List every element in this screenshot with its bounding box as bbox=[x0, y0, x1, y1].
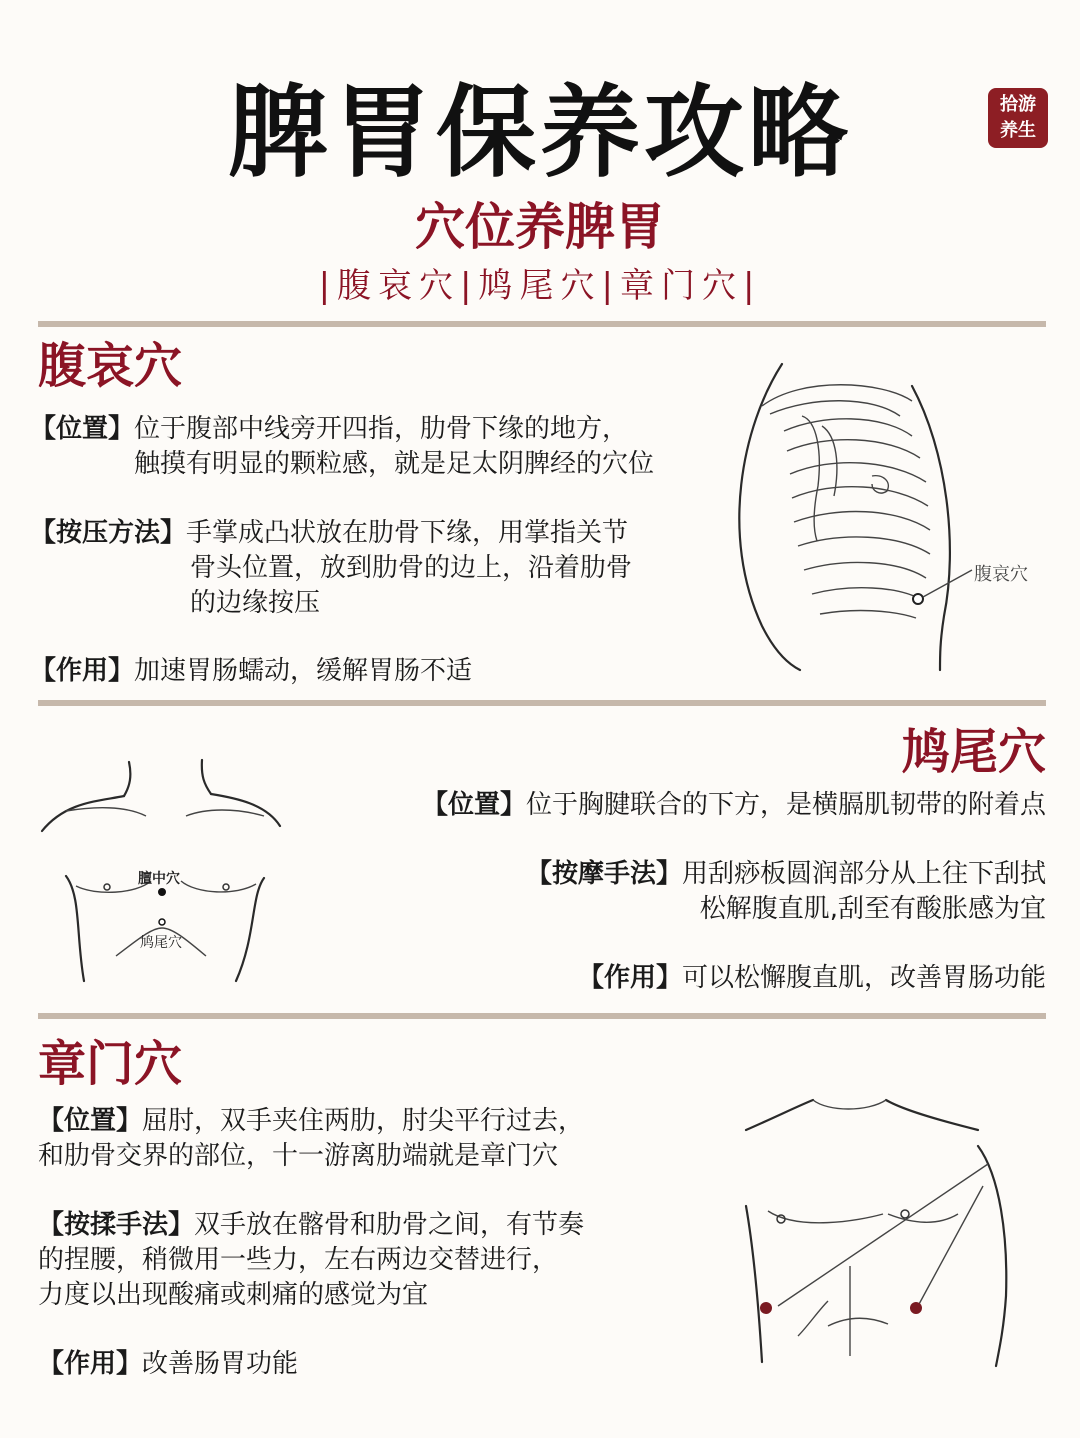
zhangmen-method-line2: 的捏腰，稍微用一些力，左右两边交替进行， bbox=[38, 1245, 559, 1275]
seal-line-1: 拾游 bbox=[1000, 94, 1036, 115]
page-subtitle: 穴位养脾胃 bbox=[415, 198, 665, 256]
method-text-1: 双手放在髂骨和肋骨之间，有节奏 bbox=[194, 1210, 585, 1240]
fuai-position-line2: 触摸有明显的颗粒感，就是足太阴脾经的穴位 bbox=[134, 449, 655, 479]
zhangmen-method-line3: 力度以出现酸痛或刺痛的感觉为宜 bbox=[38, 1280, 429, 1310]
page-title: 脾胃保养攻略 bbox=[228, 74, 852, 191]
section-title-fuai: 腹哀穴 bbox=[38, 338, 183, 394]
position-tag: 【位置】 bbox=[30, 414, 135, 444]
method-text-1: 手掌成凸状放在肋骨下缘，用掌指关节 bbox=[186, 518, 629, 548]
position-text: 位于胸腱联合的下方，是横膈肌韧带的附着点 bbox=[525, 790, 1046, 820]
jiuwei-position bbox=[300, 788, 1046, 823]
figure-label-jiuwei: 鸠尾穴 bbox=[140, 935, 182, 951]
effect-text: 改善肠胃功能 bbox=[142, 1349, 299, 1379]
fuai-position bbox=[30, 412, 628, 447]
section-title-zhangmen: 章门穴 bbox=[38, 1036, 183, 1092]
jiuwei-method-line2: 松解腹直肌,刮至有酸胀感为宜 bbox=[699, 894, 1046, 924]
seal-logo bbox=[988, 88, 1048, 148]
fuai-method-line3: 的边缘按压 bbox=[190, 588, 321, 618]
position-text-1: 屈肘，双手夹住两肋，肘尖平行过去， bbox=[142, 1106, 585, 1136]
seal-line-2: 养生 bbox=[1000, 120, 1036, 141]
divider bbox=[38, 321, 1046, 327]
effect-tag: 【作用】 bbox=[577, 963, 682, 993]
jiuwei-method bbox=[300, 857, 1046, 892]
fuai-method-line2: 骨头位置，放到肋骨的边上，沿着肋骨 bbox=[190, 553, 633, 583]
figure-label-danzhong: 膻中穴 bbox=[138, 871, 180, 887]
section-title-jiuwei: 鸠尾穴 bbox=[901, 724, 1046, 780]
figure-label-fuai: 腹哀穴 bbox=[974, 564, 1028, 585]
effect-text: 可以松懈腹直肌，改善胃肠功能 bbox=[681, 963, 1046, 993]
effect-tag: 【作用】 bbox=[38, 1349, 143, 1379]
effect-text: 加速胃肠蠕动，缓解胃肠不适 bbox=[134, 656, 473, 686]
fuai-method bbox=[30, 516, 628, 551]
method-text-1: 用刮痧板圆润部分从上往下刮拭 bbox=[681, 859, 1046, 889]
position-text-1: 位于腹部中线旁开四指，肋骨下缘的地方， bbox=[134, 414, 629, 444]
zhangmen-effect bbox=[38, 1347, 298, 1382]
torso-illustration bbox=[738, 1096, 1038, 1370]
ribcage-illustration bbox=[722, 356, 1042, 676]
position-tag: 【位置】 bbox=[421, 790, 526, 820]
method-tag: 【按揉手法】 bbox=[38, 1210, 195, 1240]
divider bbox=[38, 1013, 1046, 1019]
effect-tag: 【作用】 bbox=[30, 656, 135, 686]
zhangmen-position-line2: 和肋骨交界的部位，十一游离肋端就是章门穴 bbox=[38, 1141, 559, 1171]
fuai-effect bbox=[30, 654, 472, 689]
acupoint-list: |腹哀穴|鸠尾穴|章门穴| bbox=[318, 266, 762, 306]
method-tag: 【按压方法】 bbox=[30, 518, 187, 548]
jiuwei-effect bbox=[300, 961, 1046, 996]
zhangmen-position bbox=[38, 1104, 584, 1139]
zhangmen-method bbox=[38, 1208, 584, 1243]
position-tag: 【位置】 bbox=[38, 1106, 143, 1136]
method-tag: 【按摩手法】 bbox=[525, 859, 682, 889]
divider bbox=[38, 700, 1046, 706]
